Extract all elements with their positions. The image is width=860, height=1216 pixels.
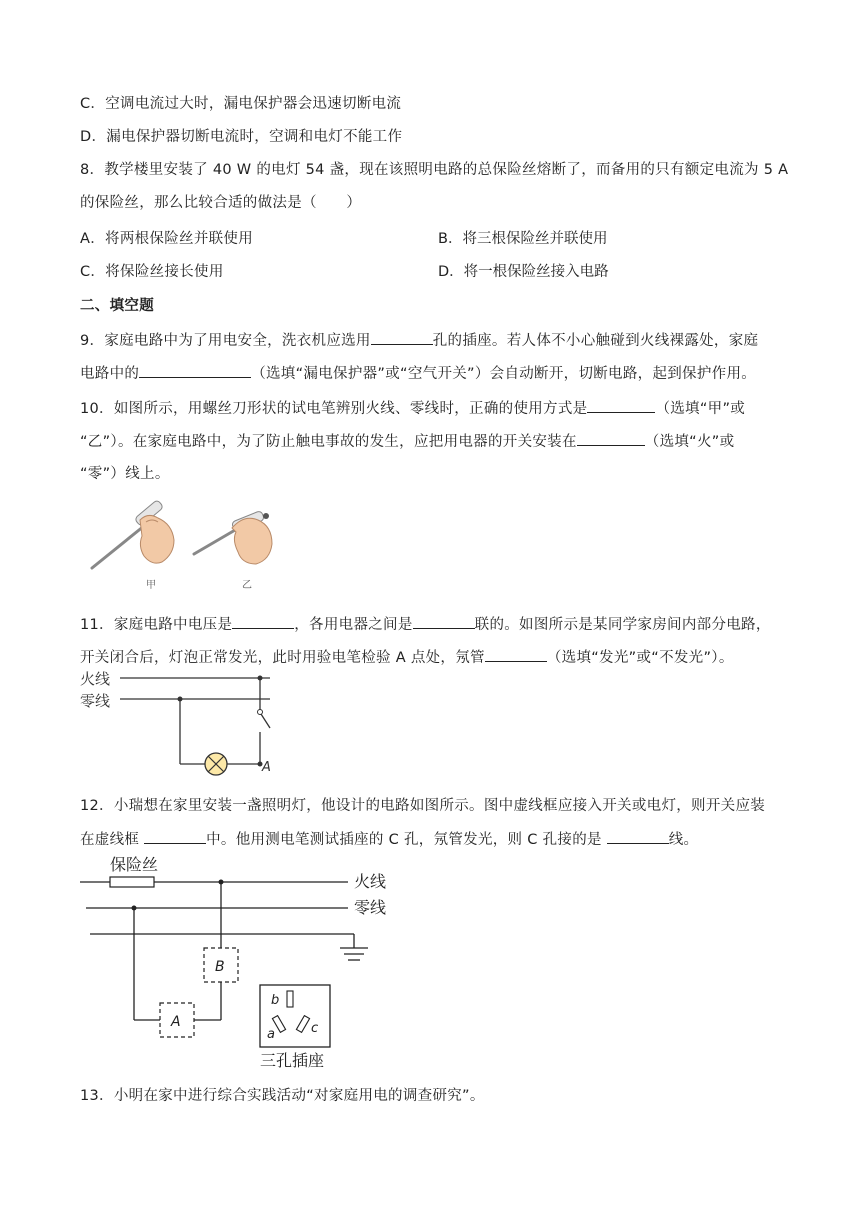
- three-hole-socket: [260, 985, 330, 1047]
- q8-stem-line1: 8．教学楼里安装了 40 W 的电灯 54 盏，现在该照明电路的总保险丝熔断了，而备用的只有额定电流为 5 A: [80, 162, 789, 178]
- q10-blank-1[interactable]: [587, 396, 655, 413]
- neutral-wire-label: 零线: [354, 898, 387, 917]
- fuse-icon: [110, 877, 154, 887]
- q12-text-2a: 在虚线框: [80, 832, 145, 848]
- live-wire-label: 火线: [354, 872, 387, 891]
- q11-blank-3[interactable]: [485, 645, 547, 662]
- hole-a-label: a: [267, 1027, 275, 1042]
- hole-c-label: c: [311, 1021, 319, 1036]
- q10-blank-2[interactable]: [577, 429, 645, 446]
- lamp-icon: [205, 753, 227, 775]
- tester-pen-figure: [82, 500, 292, 592]
- q7-option-d: D．漏电保护器切断电流时，空调和电灯不能工作: [80, 129, 403, 145]
- q11-text-2a: 开关闭合后，灯泡正常发光，此时用验电笔检验 A 点处，氖管: [80, 650, 485, 666]
- q10-text-2b: （选填“火”或: [644, 434, 735, 450]
- q12-blank-1[interactable]: [144, 827, 206, 844]
- q10-line1: [80, 396, 745, 418]
- section-title: 二、填空题: [80, 298, 154, 314]
- q11-text-1c: 联的。如图所示是某同学家房间内部分电路，: [474, 617, 771, 633]
- q11-text-1b: ，各用电器之间是: [294, 617, 413, 633]
- q11-line1: [80, 612, 771, 634]
- q12-text-2c: 线。: [668, 832, 699, 848]
- q10-line3: “零”）线上。: [80, 466, 170, 482]
- q9-blank-2[interactable]: [139, 361, 251, 378]
- socket-label: 三孔插座: [260, 1051, 325, 1070]
- q10-text-2a: “乙”）。在家庭电路中，为了防止触电事故的发生，应把用电器的开关安装在: [80, 434, 577, 450]
- q11-blank-1[interactable]: [232, 612, 294, 629]
- q9-text-2b: （选填“漏电保护器”或“空气开关”）会自动断开，切断电路，起到保护作用。: [251, 366, 757, 382]
- q10-text-1b: （选填“甲”或: [655, 401, 746, 417]
- q12-blank-2[interactable]: [607, 827, 669, 844]
- fig-label-a: 甲: [146, 580, 156, 591]
- q13-line1: 13．小明在家中进行综合实践活动“对家庭用电的调查研究”。: [80, 1088, 485, 1104]
- q9-text-1b: 孔的插座。若人体不小心触碰到火线裸露处，家庭: [432, 333, 759, 349]
- live-wire-label: 火线: [80, 670, 111, 688]
- hand-b: [194, 510, 272, 564]
- q8-option-c: C．将保险丝接长使用: [80, 264, 224, 280]
- fig-label-b: 乙: [242, 580, 252, 591]
- q11-line2: [80, 645, 734, 667]
- q12-line1: 12．小瑞想在家里安装一盏照明灯，他设计的电路如图所示。图中虚线框应接入开关或电灯，则开关应装: [80, 798, 766, 814]
- q12-text-2b: 中。他用测电笔测试插座的 C 孔，氖管发光，则 C 孔接的是: [206, 832, 607, 848]
- neutral-wire-label: 零线: [80, 692, 111, 710]
- ground-icon: [340, 948, 368, 960]
- q8-option-a: A．将两根保险丝并联使用: [80, 231, 254, 247]
- q8-stem-line2: 的保险丝，那么比较合适的做法是（ ）: [80, 195, 362, 211]
- q11-text-2b: （选填“发光”或“不发光”）。: [546, 650, 734, 666]
- q8-option-d: D．将一根保险丝接入电路: [438, 264, 609, 280]
- fuse-label: 保险丝: [110, 855, 159, 874]
- q9-line1: [80, 328, 758, 350]
- q10-text-1a: 10．如图所示，用螺丝刀形状的试电笔辨别火线、零线时，正确的使用方式是: [80, 401, 588, 417]
- switch-icon: [258, 710, 271, 729]
- point-a-label: A: [262, 760, 271, 775]
- box-a-label: A: [171, 1014, 181, 1030]
- hole-b-label: b: [271, 993, 280, 1008]
- q10-line2: [80, 429, 734, 451]
- q9-text-1a: 9．家庭电路中为了用电安全，洗衣机应选用: [80, 333, 371, 349]
- q9-line2: [80, 361, 756, 383]
- q11-blank-2[interactable]: [413, 612, 475, 629]
- hand-a: [92, 500, 174, 568]
- q8-option-b: B．将三根保险丝并联使用: [438, 231, 608, 247]
- q11-circuit-diagram: [78, 668, 298, 780]
- box-b-label: B: [215, 959, 225, 975]
- q12-line2: [80, 827, 698, 849]
- q11-text-1a: 11．家庭电路中电压是: [80, 617, 233, 633]
- q7-option-c: C．空调电流过大时，漏电保护器会迅速切断电流: [80, 96, 402, 112]
- q9-text-2a: 电路中的: [80, 366, 140, 382]
- q9-blank-1[interactable]: [371, 328, 433, 345]
- q12-circuit-diagram: [78, 850, 398, 1072]
